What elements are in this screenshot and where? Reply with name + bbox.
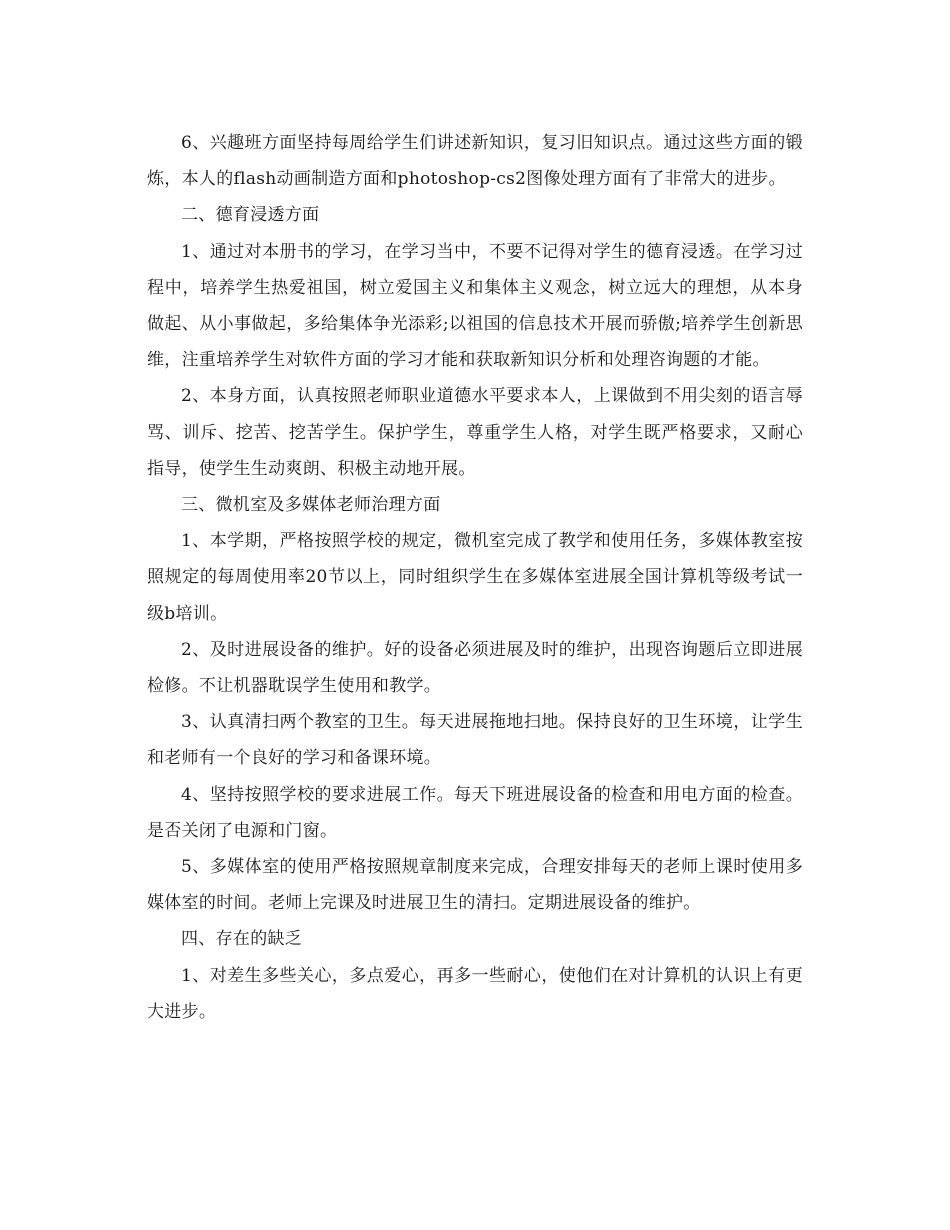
paragraph-management-5: 5、多媒体室的使用严格按照规章制度来完成，合理安排每天的老师上课时使用多媒体室的时间。老师上完课及时进展卫生的清扫。定期进展设备的维护。	[147, 857, 803, 914]
paragraph-management-4: 4、坚持按照学校的要求进展工作。每天下班进展设备的检查和用电方面的检查。是否关闭了电源和门窗。	[147, 784, 803, 841]
paragraph-moral-education-2: 2、本身方面，认真按照老师职业道德水平要求本人，上课做到不用尖刻的语言辱骂、训斥、挖苦、挖苦学生。保护学生，尊重学生人格，对学生既严格要求，又耐心指导，使学生生动爽朗、积极主动地开展。	[147, 386, 803, 479]
document-body	[147, 125, 803, 1030]
heading-shortcomings: 四、存在的缺乏	[181, 929, 303, 950]
paragraph-management-1: 1、本学期，严格按照学校的规定，微机室完成了教学和使用任务，多媒体教室按照规定的每周使用率20节以上，同时组织学生在多媒体室进展全国计算机等级考试一级b培训。	[147, 531, 803, 624]
paragraph-management-3: 3、认真清扫两个教室的卫生。每天进展拖地扫地。保持良好的卫生环境，让学生和老师有一个良好的学习和备课环境。	[147, 712, 803, 769]
paragraph-interest-class: 6、兴趣班方面坚持每周给学生们讲述新知识，复习旧知识点。通过这些方面的锻炼，本人的flash动画制造方面和photoshop-cs2图像处理方面有了非常大的进步。	[147, 133, 803, 190]
paragraph-shortcomings-1: 1、对差生多些关心，多点爱心，再多一些耐心，使他们在对计算机的认识上有更大进步。	[147, 965, 803, 1022]
paragraph-management-2: 2、及时进展设备的维护。好的设备必须进展及时的维护，出现咨询题后立即进展检修。不让机器耽误学生使用和教学。	[147, 639, 803, 697]
heading-moral-education: 二、德育浸透方面	[181, 205, 320, 226]
heading-computer-room-management: 三、微机室及多媒体老师治理方面	[181, 495, 441, 516]
paragraph-moral-education-1: 1、通过对本册书的学习，在学习当中，不要不记得对学生的德育浸透。在学习过程中，培养学生热爱祖国，树立爱国主义和集体主义观念，树立远大的理想，从本身做起、从小事做起，多给集体争光添彩;以祖国的信息技术开展而骄傲;培养学生创新思维，注重培养学生对软件方面的学习才能和获取新知识分析和处理咨询题的才能。	[147, 241, 803, 371]
